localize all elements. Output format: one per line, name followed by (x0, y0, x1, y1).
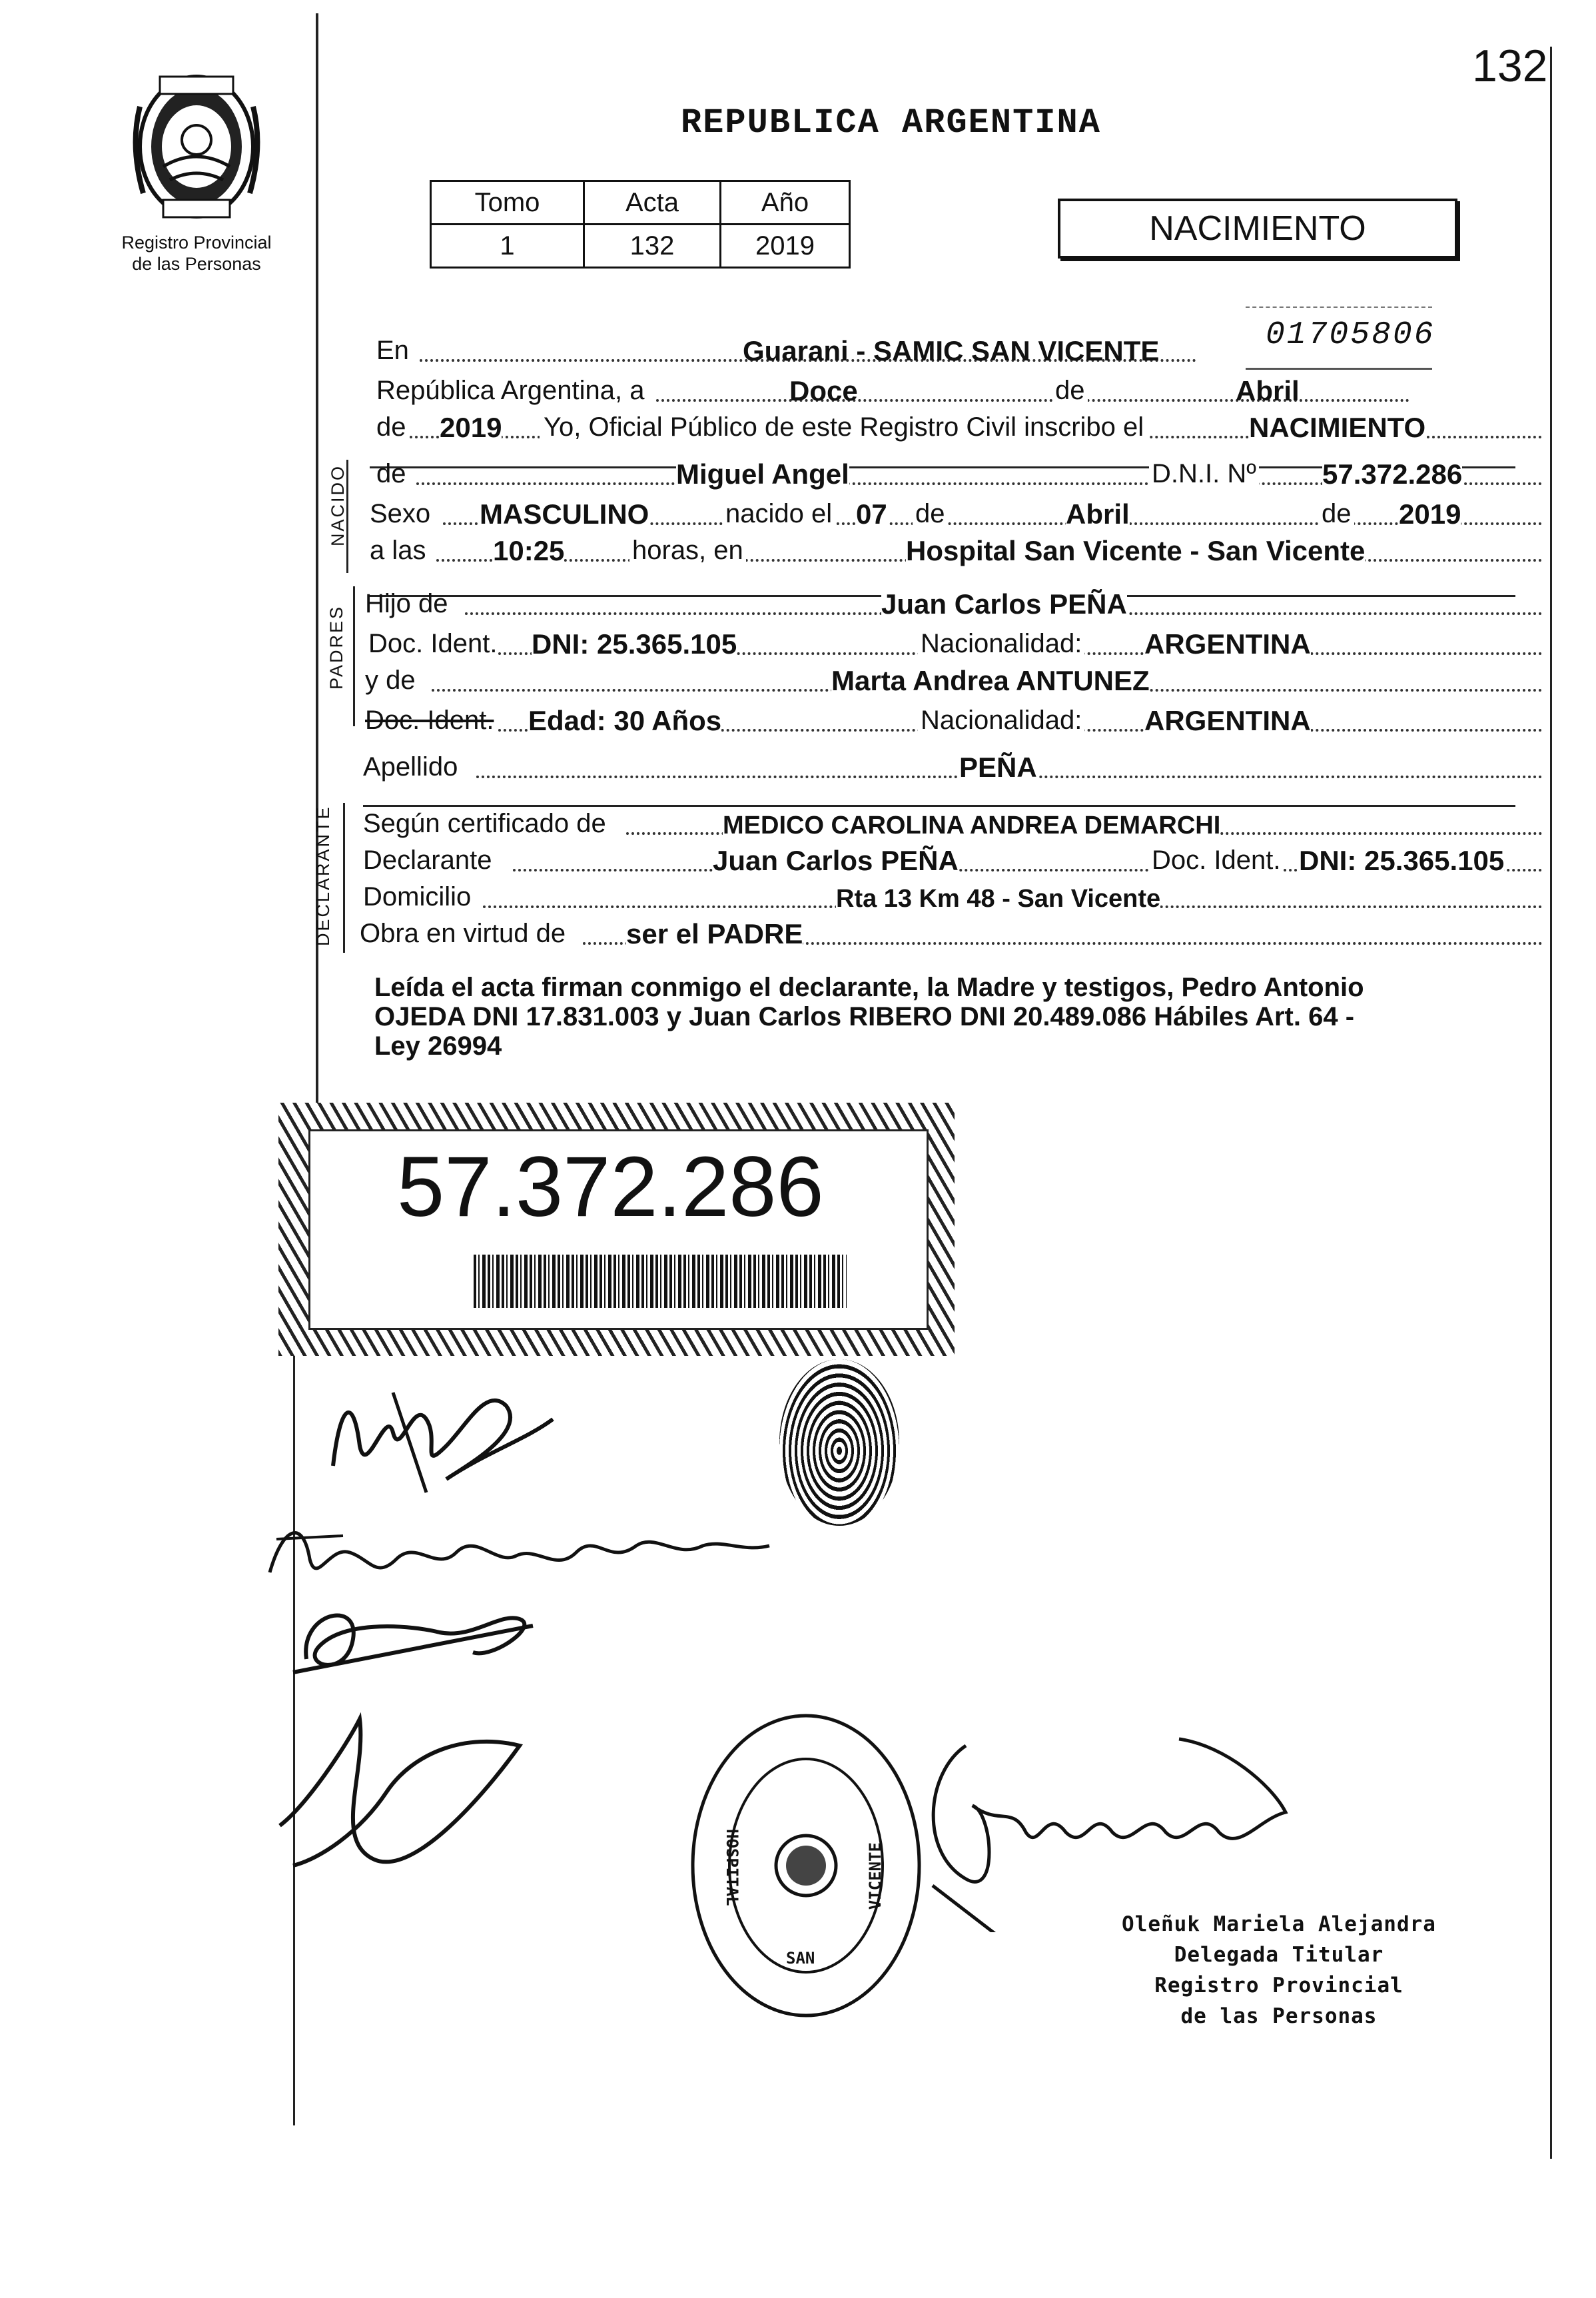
yde-label: y de (365, 666, 416, 695)
dni-sticker (278, 1103, 955, 1356)
signature-testigo-1 (280, 1586, 560, 1686)
closing-line-1: Leída el acta firman conmigo el declarante, la Madre y testigos, Pedro Antonio (374, 973, 1364, 1002)
apellido-label: Apellido (363, 752, 458, 782)
stamp-svg (686, 1709, 926, 2022)
fingerprint (779, 1359, 899, 1526)
cert-label: Según certificado de (363, 809, 606, 838)
en-label: En (376, 336, 409, 365)
stamp-inner-bottom: SAN (786, 1949, 815, 1968)
dni-sticker-inner (308, 1129, 929, 1330)
row-anio (370, 406, 1543, 444)
row-domicilio (363, 876, 1543, 913)
row-certificado (363, 803, 1543, 840)
right-margin-line (1550, 47, 1552, 2159)
child-dni: 57.372.286 (1322, 458, 1463, 490)
page-title: REPUBLICA ARGENTINA (681, 103, 1101, 143)
hijo-label: Hijo de (365, 589, 448, 618)
closing-line-2: OJEDA DNI 17.831.003 y Juan Carlos RIBERO DNI 20.489.086 Hábiles Art. 64 - (374, 1002, 1355, 1031)
apellido-value: PEÑA (959, 752, 1037, 783)
birth-de-label-2: de (1319, 499, 1354, 529)
obra-label: Obra en virtud de (360, 919, 566, 948)
mother-nat-label: Nacionalidad: (918, 706, 1084, 736)
serial-number: 01705806 (1266, 317, 1435, 353)
row-apellido (363, 746, 1543, 784)
registry-line2: de las Personas (132, 254, 261, 274)
father-nat: ARGENTINA (1144, 628, 1311, 660)
stamp-inner-right: VICENTE (866, 1842, 885, 1910)
alas-label: a las (370, 536, 426, 565)
row-hijo (365, 583, 1543, 620)
father-doc: DNI: 25.365.105 (532, 628, 737, 660)
volume-table-header-row (431, 181, 850, 225)
registry-line1: Registro Provincial (121, 233, 272, 253)
declarante-section-label: DECLARANTE (313, 805, 333, 946)
official-stamp (686, 1709, 926, 2022)
volume-value-tomo: 1 (431, 225, 584, 268)
volume-header-ano: Año (721, 181, 850, 225)
row-en (370, 330, 1196, 367)
registry-name (93, 232, 300, 275)
father-nat-label: Nacionalidad: (918, 629, 1084, 659)
official-office-2: de las Personas (1180, 2004, 1378, 2028)
emblem-svg (123, 67, 270, 227)
row-sexo (370, 493, 1543, 530)
dni-big-number: 57.372.286 (397, 1139, 824, 1235)
mother-doc: Edad: 30 Años (528, 705, 722, 736)
row-nacido-nombre (370, 453, 1543, 490)
signature-madre (263, 1499, 783, 1592)
closing-paragraph (374, 973, 1507, 1061)
volume-header-tomo: Tomo (431, 181, 584, 225)
father-doc-label: Doc. Ident. (368, 629, 498, 658)
volume-table-value-row (431, 225, 850, 268)
day-value: Doce (789, 375, 858, 406)
birth-year: 2019 (1399, 498, 1461, 530)
de-label: de (1052, 376, 1088, 406)
birth-time: 10:25 (493, 535, 565, 566)
nacido-el-label: nacido el (723, 499, 835, 529)
mother-nat: ARGENTINA (1144, 705, 1311, 736)
declarante-bar (343, 803, 345, 953)
row-fecha (370, 370, 1543, 407)
volume-table (430, 180, 851, 269)
mother-doc-label-struck: Doc. Ident. (365, 706, 494, 735)
decl-doc-value: DNI: 25.365.105 (1299, 845, 1505, 876)
child-name: Miguel Angel (676, 458, 849, 490)
signature-testigo-2 (266, 1692, 546, 1892)
dni-label: D.N.I. Nº (1149, 459, 1259, 489)
birth-day: 07 (856, 498, 887, 530)
cert-value: MEDICO CAROLINA ANDREA DEMARCHI (723, 812, 1221, 840)
decl-label: Declarante (363, 846, 492, 875)
volume-value-acta: 132 (584, 225, 721, 268)
barcode (474, 1255, 847, 1308)
document-type-box: NACIMIENTO (1058, 199, 1457, 259)
volume-header-acta: Acta (584, 181, 721, 225)
official-office-1: Registro Provincial (1154, 1974, 1403, 1998)
padres-section-label: PADRES (326, 604, 346, 690)
row-obra (360, 913, 1543, 950)
official-position: Delegada Titular (1174, 1943, 1384, 1967)
row-mother-doc (365, 700, 1543, 737)
en-value: Guarani - SAMIC SAN VICENTE (743, 335, 1160, 366)
event-value: NACIMIENTO (1249, 412, 1426, 443)
mother-name: Marta Andrea ANTUNEZ (831, 665, 1150, 696)
month-value: Abril (1236, 375, 1300, 406)
official-name: Oleñuk Mariela Alejandra (1122, 1912, 1436, 1936)
year-value: 2019 (440, 412, 502, 443)
padres-bar (353, 586, 355, 726)
oficial-text: Yo, Oficial Público de este Registro Civil inscribo el (540, 412, 1148, 442)
sexo-value: MASCULINO (480, 498, 649, 530)
volume-value-ano: 2019 (721, 225, 850, 268)
horas-label: horas, en (629, 536, 746, 566)
de2-label: de (376, 412, 406, 442)
signature-oficial (913, 1732, 1312, 1932)
father-name: Juan Carlos PEÑA (881, 588, 1127, 620)
obra-value: ser el PADRE (626, 918, 803, 949)
birth-place: Hospital San Vicente - San Vicente (906, 535, 1366, 566)
closing-line-3: Ley 26994 (374, 1031, 502, 1061)
row-father-doc (365, 623, 1543, 660)
nacido-de-label: de (376, 459, 406, 488)
birth-month: Abril (1066, 498, 1130, 530)
page-number: 132 (1472, 41, 1548, 91)
row-ydel (365, 660, 1543, 697)
stamp-inner-left: HOSPITAL (723, 1829, 741, 1906)
province-emblem (123, 67, 270, 227)
dom-label: Domicilio (363, 882, 472, 911)
official-block (1106, 1909, 1452, 2031)
row-declarante (363, 840, 1543, 877)
sexo-label: Sexo (370, 499, 431, 528)
serial-number-stamp (1246, 306, 1435, 370)
decl-doc-label: Doc. Ident. (1149, 846, 1283, 875)
birth-de-label: de (913, 499, 948, 529)
row-hora (370, 530, 1543, 567)
republica-label: República Argentina, a (376, 376, 645, 405)
dom-value: Rta 13 Km 48 - San Vicente (836, 885, 1161, 913)
nacido-section-label: NACIDO (328, 464, 348, 546)
signature-declarante (313, 1366, 580, 1499)
decl-value: Juan Carlos PEÑA (713, 845, 959, 876)
